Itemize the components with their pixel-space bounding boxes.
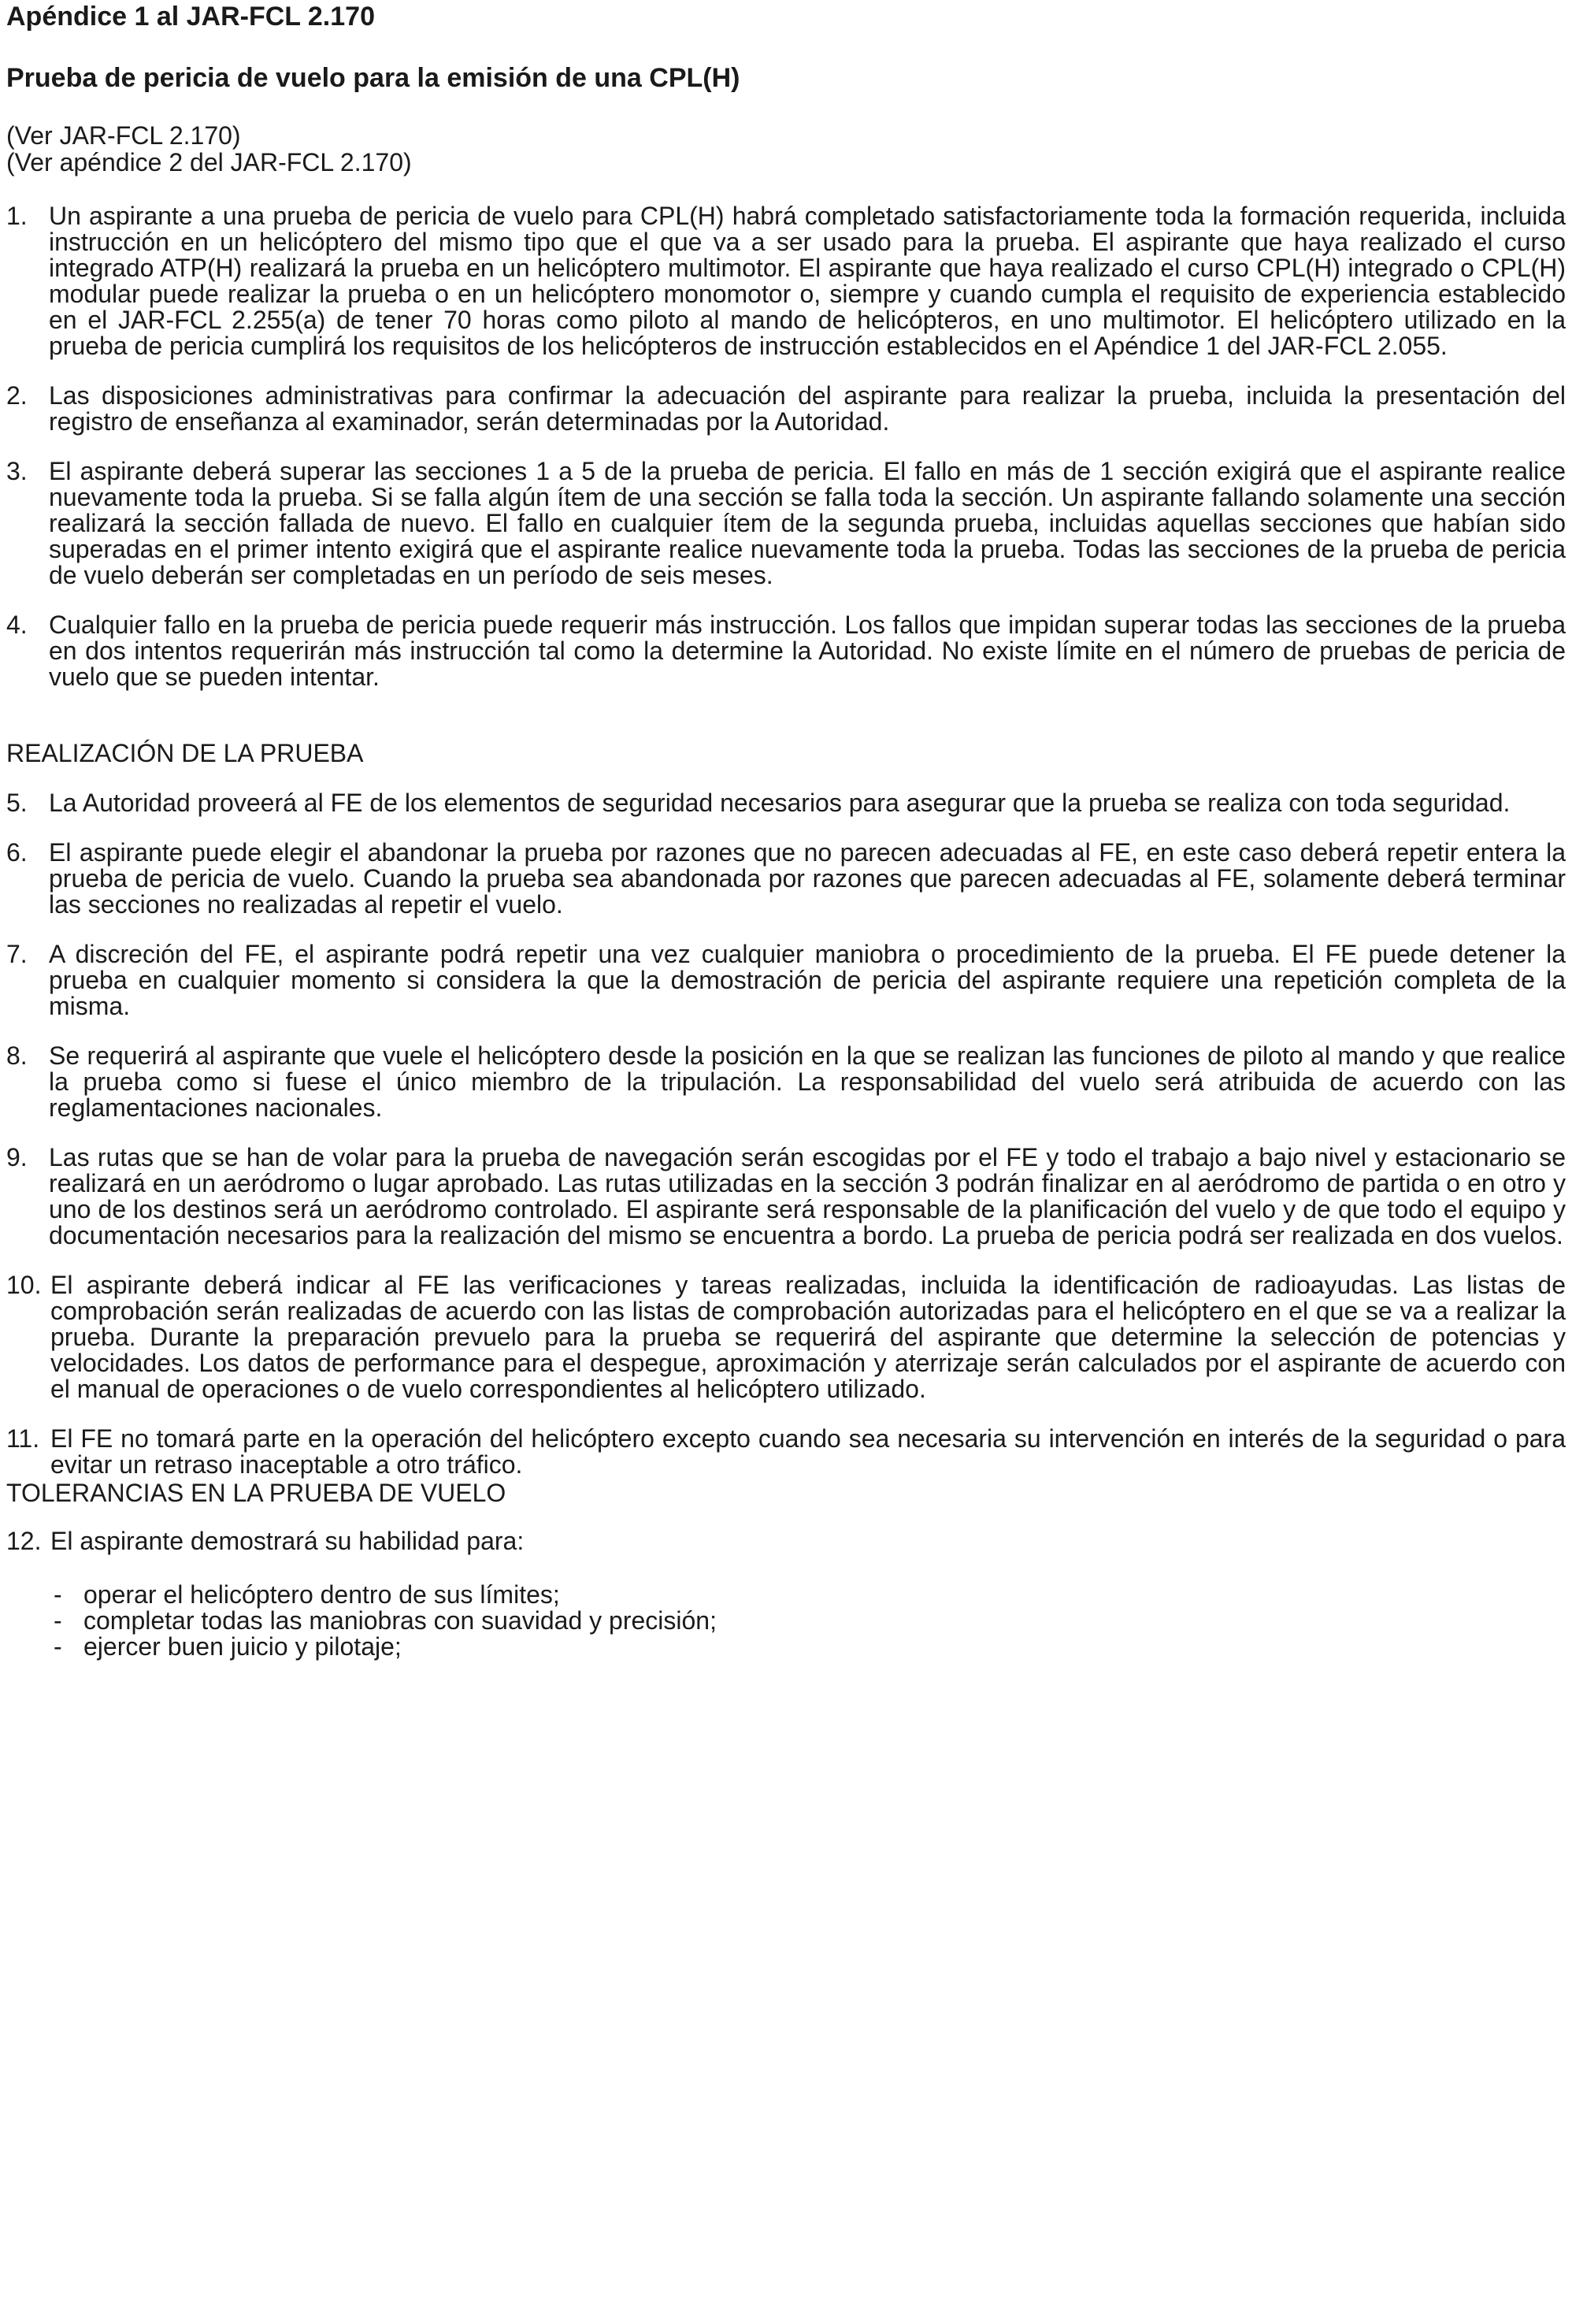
paragraph-3 — [6, 458, 1566, 588]
paragraph-number: 7. — [6, 940, 28, 968]
list-item — [6, 1608, 1566, 1634]
paragraph-text: El aspirante puede elegir el abandonar la prueba por razones que no parecen adecuadas al FE, en este caso deberá repetir entera la prueba de pericia de vuelo. Cuando la prueba sea abandonada por razones que parecen adecuadas al FE, solamente deberá terminar las secciones no realizadas al repetir el vuelo. — [49, 838, 1566, 919]
paragraph-10 — [6, 1272, 1566, 1402]
paragraph-number: 3. — [6, 457, 28, 485]
paragraph-8 — [6, 1043, 1566, 1121]
list-item — [6, 1582, 1566, 1608]
paragraph-text: El FE no tomará parte en la operación del helicóptero excepto cuando sea necesaria su intervención en interés de la seguridad o para evitar un retraso inaceptable a otro tráfico. — [50, 1424, 1566, 1479]
ability-list — [6, 1582, 1566, 1660]
section-heading-tolerances: TOLERANCIAS EN LA PRUEBA DE VUELO — [6, 1479, 506, 1507]
paragraph-2 — [6, 383, 1566, 435]
paragraph-text: Un aspirante a una prueba de pericia de vuelo para CPL(H) habrá completado satisfactoriamente toda la formación requerida, incluida instrucción en un helicóptero del mismo tipo que el que va a ser usado para la prueba. El aspirante que haya realizado el curso integrado ATP(H) realizará la prueba en un helicóptero multimotor. El aspirante que haya realizado el curso CPL(H) integrado o CPL(H) modular puede realizar la prueba o en un helicóptero monomotor o, siempre y cuando cumpla el requisito de experiencia establecido en el JAR-FCL 2.255(a) de tener 70 horas como piloto al mando de helicópteros, en uno multimotor. El helicóptero utilizado en la prueba de pericia cumplirá los requisitos de los helicópteros de instrucción establecidos en el Apéndice 1 del JAR-FCL 2.055. — [49, 202, 1566, 360]
list-item-text: operar el helicóptero dentro de sus límites; — [83, 1580, 560, 1609]
paragraph-9 — [6, 1145, 1566, 1249]
paragraph-text: El aspirante deberá indicar al FE las verificaciones y tareas realizadas, incluida la identificación de radioayudas. Las listas de comprobación serán realizadas de acuerdo con las listas de comprobación autorizadas para el helicóptero en el que se va a realizar la prueba. Durante la preparación prevuelo para la prueba se requerirá del aspirante que determine la selección de potencias y velocidades. Los datos de performance para el despegue, aproximación y aterrizaje serán calculados por el aspirante de acuerdo con el manual de operaciones o de vuelo correspondientes al helicóptero utilizado. — [50, 1271, 1566, 1403]
paragraph-number: 10. — [6, 1271, 42, 1299]
paragraph-text: A discreción del FE, el aspirante podrá repetir una vez cualquier maniobra o procedimiento de la prueba. El FE puede detener la prueba en cualquier momento si considera la que la demostración de pericia del aspirante requiere una repetición completa de la misma. — [49, 940, 1566, 1020]
paragraph-text: Se requerirá al aspirante que vuele el helicóptero desde la posición en la que se realizan las funciones de piloto al mando y que realice la prueba como si fuese el único miembro de la tripulación. La responsabilidad del vuelo será atribuida de acuerdo con las reglamentaciones nacionales. — [49, 1041, 1566, 1122]
reference-line: (Ver apéndice 2 del JAR-FCL 2.170) — [6, 148, 412, 176]
main-title: Prueba de pericia de vuelo para la emisión de una CPL(H) — [6, 63, 740, 93]
paragraph-number: 1. — [6, 202, 28, 230]
paragraph-1 — [6, 203, 1566, 359]
paragraph-text: La Autoridad proveerá al FE de los elementos de seguridad necesarios para asegurar que la prueba se realiza con toda seguridad. — [49, 789, 1511, 817]
reference-line: (Ver JAR-FCL 2.170) — [6, 121, 241, 150]
paragraph-text: El aspirante deberá superar las secciones 1 a 5 de la prueba de pericia. El fallo en más de 1 sección exigirá que el aspirante realice nuevamente toda la prueba. Si se falla algún ítem de una sección se falla toda la sección. Un aspirante fallando solamente una sección realizará la sección fallada de nuevo. El fallo en cualquier ítem de la segunda prueba, incluidas aquellas secciones que habían sido superadas en el primer intento exigirá que el aspirante realice nuevamente toda la prueba. Todas las secciones de la prueba de pericia de vuelo deberán ser completadas en un período de seis meses. — [49, 457, 1566, 589]
paragraph-4 — [6, 612, 1566, 690]
paragraph-text: Las disposiciones administrativas para confirmar la adecuación del aspirante para realizar la prueba, incluida la presentación del registro de enseñanza al examinador, serán determinadas por la Autoridad. — [49, 381, 1566, 436]
bullet-dash: - — [54, 1632, 62, 1661]
paragraph-7 — [6, 941, 1566, 1019]
paragraph-number: 9. — [6, 1143, 28, 1171]
paragraph-text: Cualquier fallo en la prueba de pericia puede requerir más instrucción. Los fallos que impidan superar todas las secciones de la prueba en dos intentos requerirán más instrucción tal como la determine la Autoridad. No existe límite en el número de pruebas de pericia de vuelo que se pueden intentar. — [49, 611, 1566, 691]
paragraph-number: 11. — [6, 1424, 40, 1453]
paragraph-number: 12. — [6, 1527, 42, 1555]
paragraph-12 — [6, 1528, 1566, 1554]
paragraph-number: 4. — [6, 611, 28, 639]
bullet-dash: - — [54, 1606, 62, 1635]
paragraph-number: 2. — [6, 381, 28, 410]
list-item — [6, 1634, 1566, 1660]
list-item-text: completar todas las maniobras con suavidad y precisión; — [83, 1606, 717, 1635]
paragraph-number: 5. — [6, 789, 28, 817]
references — [6, 122, 1566, 176]
appendix-title: Apéndice 1 al JAR-FCL 2.170 — [6, 2, 375, 32]
list-item-text: ejercer buen juicio y pilotaje; — [83, 1632, 402, 1661]
paragraph-5 — [6, 790, 1566, 816]
paragraph-11 — [6, 1426, 1566, 1478]
bullet-dash: - — [54, 1580, 62, 1609]
paragraph-text: El aspirante demostrará su habilidad para: — [50, 1527, 525, 1555]
paragraph-text: Las rutas que se han de volar para la prueba de navegación serán escogidas por el FE y todo el trabajo a bajo nivel y estacionario se realizará en un aeródromo o lugar aprobado. Las rutas utilizadas en la sección 3 podrán finalizar en al aeródromo de partida o en otro y uno de los destinos será un aeródromo controlado. El aspirante será responsable de la planificación del vuelo y de que todo el equipo y documentación necesarios para la realización del mismo se encuentra a bordo. La prueba de pericia podrá ser realizada en dos vuelos. — [49, 1143, 1566, 1249]
paragraph-number: 8. — [6, 1041, 28, 1070]
paragraph-number: 6. — [6, 838, 28, 867]
paragraph-6 — [6, 840, 1566, 918]
section-heading-conduct: REALIZACIÓN DE LA PRUEBA — [6, 739, 364, 767]
